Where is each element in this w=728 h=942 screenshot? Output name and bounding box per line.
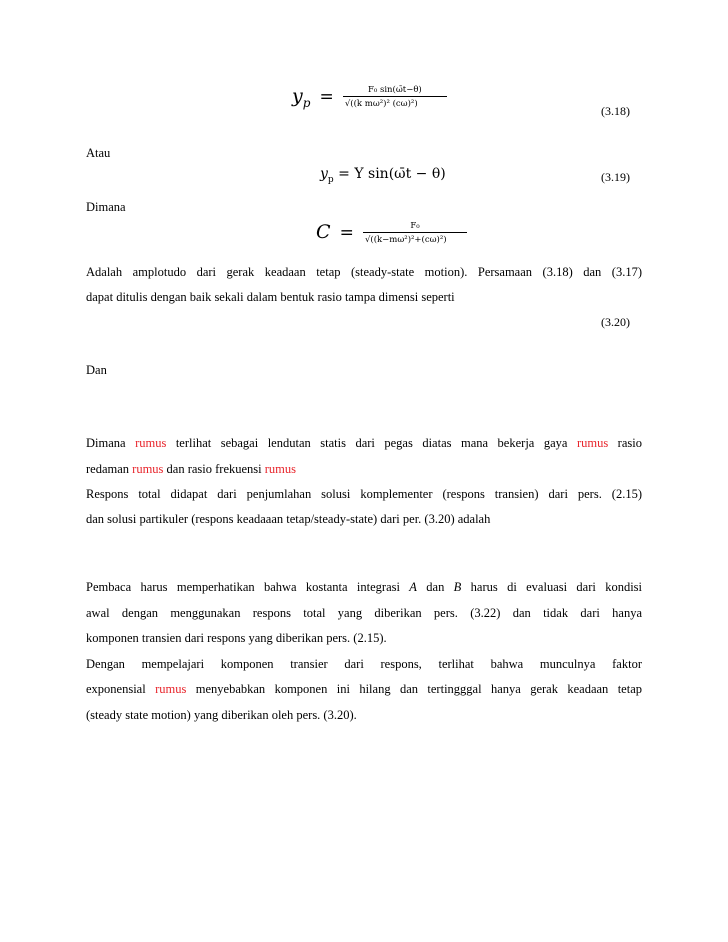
- placeholder-rumus: rumus: [132, 462, 164, 476]
- eq-319-number: (3.19): [601, 170, 630, 184]
- eq-318-fraction: [343, 84, 447, 111]
- eq-c-numerator: F₀: [410, 221, 420, 231]
- placeholder-rumus: rumus: [155, 682, 187, 696]
- paragraph-2-line-2: redaman rumus dan rasio frekuensi rumus: [86, 462, 297, 476]
- word-dimana: Dimana: [86, 200, 126, 214]
- paragraph-1-line-2: dapat ditulis dengan baik sekali dalam bentuk rasio tampa dimensi seperti: [86, 290, 455, 304]
- word-dan: Dan: [86, 363, 107, 377]
- eq-320-number: (3.20): [601, 315, 630, 329]
- eq-c-denominator: √((k−mω²)²+(cω)²): [363, 232, 467, 247]
- paragraph-2-line-1: Dimana rumus terlihat sebagai lendutan statis dari pegas diatas mana bekerja gaya rumus rasio: [86, 436, 642, 450]
- eq-c-equals: =: [339, 223, 354, 243]
- equation-amplitude-c: [316, 220, 467, 247]
- paragraph-5-line-3: (steady state motion) yang diberikan oleh pers. (3.20).: [86, 708, 357, 722]
- paragraph-4-line-1: Pembaca harus memperhatikan bahwa kostanta integrasi A dan B harus di evaluasi dari kondisi: [86, 580, 642, 594]
- placeholder-rumus: rumus: [576, 436, 609, 450]
- eq-c-fraction: [363, 220, 467, 247]
- word-atau: Atau: [86, 146, 111, 160]
- eq-318-numerator: F₀ sin(ω̄t−θ): [367, 85, 422, 95]
- equation-3-19: $y_p = Y$ sin(ω̄t − θ): [320, 166, 446, 185]
- paragraph-4-line-3: komponen transien dari respons yang diberikan pers. (2.15).: [86, 631, 387, 645]
- eq-318-number: (3.18): [601, 104, 630, 118]
- paragraph-3-line-2: dan solusi partikuler (respons keadaaan tetap/steady-state) dari per. (3.20) adalah: [86, 512, 491, 526]
- placeholder-rumus: rumus: [264, 462, 297, 476]
- paragraph-5-line-2: exponensial rumus menyebabkan komponen ini hilang dan tertingggal hanya gerak keadaan tetap: [86, 682, 642, 696]
- paragraph-1-line-1: Adalah amplotudo dari gerak keadaan tetap (steady-state motion). Persamaan (3.18) dan (3.17): [86, 265, 642, 279]
- eq-319-rhs: = Y sin(ω̄t − θ): [333, 166, 446, 182]
- eq-318-equals: =: [319, 87, 334, 107]
- paragraph-3-line-1: Respons total didapat dari penjumlahan solusi komplementer (respons transien) dari pers. (2.15): [86, 487, 642, 501]
- eq-318-lhs: $y_p$: [292, 85, 311, 110]
- paragraph-4-line-2: awal dengan menggunakan respons total yang diberikan pers. (3.22) dan tidak dari hanya: [86, 606, 642, 620]
- placeholder-rumus: rumus: [135, 436, 167, 450]
- equation-3-18: [292, 84, 447, 111]
- eq-c-lhs: C: [316, 221, 331, 243]
- eq-318-denominator: √((k mω²)² (cω)²): [343, 96, 447, 111]
- paragraph-5-line-1: Dengan mempelajari komponen transier dari respons, terlihat bahwa munculnya faktor: [86, 657, 642, 671]
